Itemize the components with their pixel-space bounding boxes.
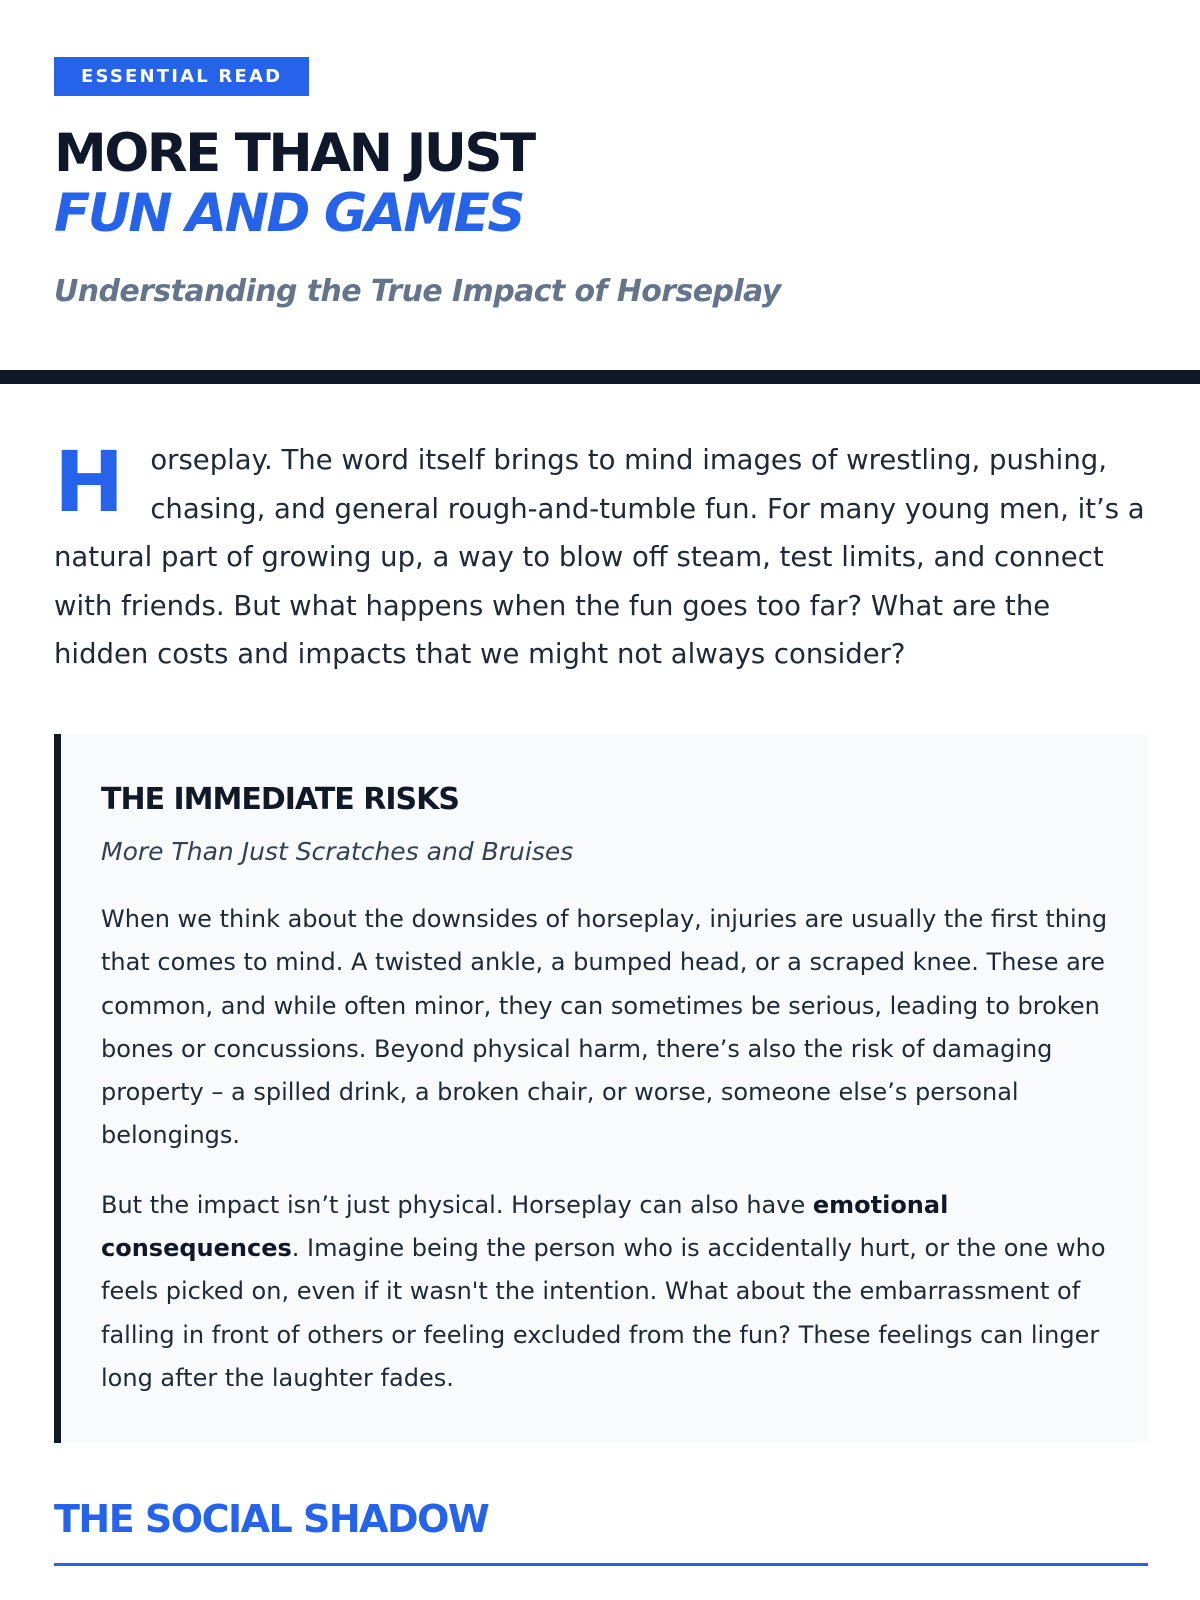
article-header xyxy=(0,0,1200,313)
emphasis-emotional-consequences: emotional consequences xyxy=(101,1190,949,1263)
section-heading-social-shadow: THE SOCIAL SHADOW xyxy=(54,1497,489,1541)
title-line-2: FUN AND GAMES xyxy=(54,183,524,244)
callout-paragraph-2 xyxy=(101,1184,1108,1400)
callout-title: THE IMMEDIATE RISKS xyxy=(101,782,459,817)
immediate-risks-callout xyxy=(54,734,1148,1443)
intro-text: orseplay. The word itself brings to mind images of wrestling, pushing, chasing, and general rough-and-tumble fun. For many young men, it’s a natural part of growing up, a way to blow off steam, test limits, and connect with friends. But what happens when the fun goes too far? What are the hidden costs and impacts that we might not always consider? xyxy=(54,444,1145,670)
callout-paragraph-1: When we think about the downsides of horseplay, injuries are usually the first thing that comes to mind. A twisted ankle, a bumped head, or a scraped knee. These are common, and while often minor, they can sometimes be serious, leading to broken bones or concussions. Beyond physical harm, there’s also the risk of damaging property – a spilled drink, a broken chair, or worse, someone else’s personal belongings. xyxy=(101,905,1108,1150)
essential-read-badge: ESSENTIAL READ xyxy=(54,57,309,96)
article-title xyxy=(54,124,1146,244)
callout-paragraph-2-end: . Imagine being the person who is accidentally hurt, or the one who feels picked on, even if it wasn't the intention. What about the embarrassment of falling in front of others or feeling excluded from the fun? These feelings can linger long after the laughter fades. xyxy=(101,1234,1106,1392)
section-underline xyxy=(54,1563,1148,1566)
intro-paragraph xyxy=(54,433,1152,679)
drop-cap: H xyxy=(54,433,123,531)
callout-paragraph-2-start: But the impact isn’t just physical. Horseplay can also have xyxy=(101,1190,813,1219)
title-line-1: MORE THAN JUST xyxy=(54,123,534,184)
callout-subtitle: More Than Just Scratches and Bruises xyxy=(101,837,574,866)
header-divider xyxy=(0,370,1200,384)
article-subtitle: Understanding the True Impact of Horseplay xyxy=(54,274,781,309)
